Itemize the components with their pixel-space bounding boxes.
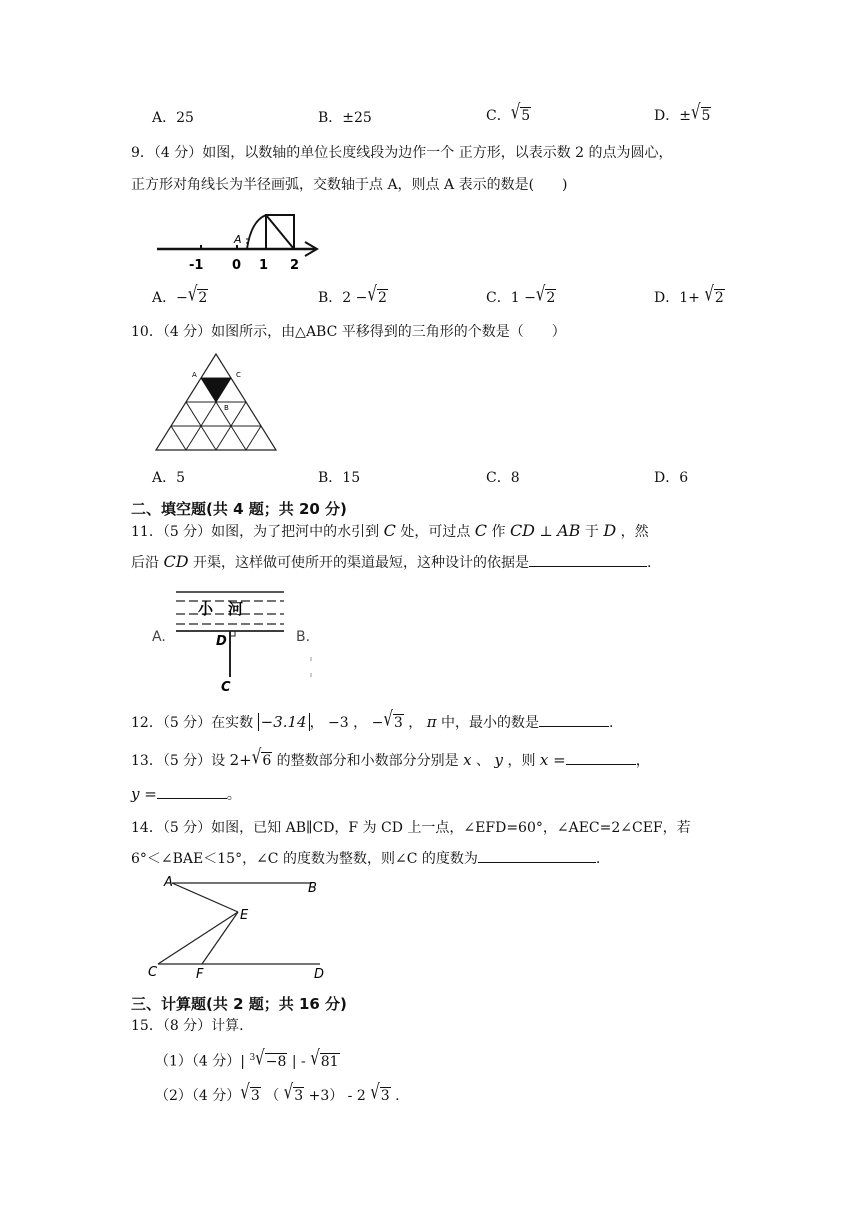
q11-line-1: 11．（5 分）如图，为了把河中的水引到 C 处，可过点 C 作 CD ⊥ AB 于 D ，然: [131, 521, 649, 540]
q13-line-2: y = 。: [131, 785, 241, 803]
q14-line-2: 6°＜∠BAE＜15°，∠C 的度数为整数，则∠C 的度数为 .: [131, 848, 600, 869]
sqrt-symbol: √ 3: [383, 706, 403, 731]
cube-root-symbol: √ −8: [255, 1045, 287, 1070]
section-3-title: 三、计算题(共 2 题；共 16 分): [131, 995, 347, 1013]
q9-option-b: B．2 − √ 2: [318, 281, 387, 306]
answer-blank[interactable]: [478, 848, 596, 863]
sqrt-symbol: √ 2: [535, 281, 556, 306]
q10-option-a: A．5: [152, 470, 186, 486]
parallel-lines-figure: [142, 872, 338, 984]
q10-option-b: B．15: [318, 470, 361, 486]
square-diagonal: [266, 215, 294, 249]
sqrt-symbol: √ 81: [310, 1045, 339, 1070]
sqrt-symbol: √ 5: [690, 99, 711, 124]
tick-label-minus-one: -1: [189, 258, 204, 273]
segment-ef: [202, 912, 238, 964]
sqrt-symbol: √ 2: [367, 281, 387, 306]
river-label: 小 河: [198, 600, 244, 618]
q8-option-c: C． √ 5: [486, 99, 531, 124]
label-c: C: [236, 371, 241, 379]
answer-blank-y[interactable]: [157, 784, 227, 799]
answer-blank[interactable]: [539, 712, 609, 727]
sqrt-symbol: √ 3: [283, 1079, 304, 1104]
tick-label-zero: 0: [232, 258, 242, 273]
answer-blank-x[interactable]: [566, 750, 636, 765]
sqrt-symbol: √ 3: [370, 1079, 390, 1104]
triangle-grid-figure: [154, 352, 284, 456]
label-b: B: [224, 404, 229, 412]
label-d: D: [216, 634, 227, 649]
label-a: A: [164, 875, 173, 890]
q8-option-d: D．± √ 5: [654, 99, 711, 124]
tick-label-one: 1: [259, 258, 269, 273]
q9-option-d: D．1+ √ 2: [654, 281, 724, 306]
q10-option-d: D．6: [654, 470, 689, 486]
river-figure: [150, 585, 318, 695]
q9-line-1: 9．（4 分）如图，以数轴的单位长度线段为边作一个 正方形，以表示数 2 的点为圆心，: [131, 145, 673, 161]
q12-text: 12．（5 分）在实数 −3.14 ， −3 ， − √ 3 ， π 中，最小的数是 .: [131, 706, 614, 731]
q11-line-2: 后沿 CD 开渠，这样做可使所开的渠道最短，这种设计的依据是 .: [131, 552, 652, 571]
label-d: D: [314, 967, 325, 982]
label-b: B.: [296, 629, 311, 645]
q9-option-c: C．1 − √ 2: [486, 281, 556, 306]
q15-part-2: （2）（4 分） √ 3 （ √ 3 +3） - 2 √ 3 .: [155, 1079, 400, 1104]
q15-part-1: （1）（4 分）| $^3$ √ −8 | - √ 81: [155, 1045, 339, 1070]
label-c: C: [221, 680, 231, 695]
sqrt-symbol: √ 6: [251, 744, 272, 769]
q15-text: 15．（8 分）计算.: [131, 1018, 244, 1034]
label-c: C: [148, 965, 158, 980]
label-e: E: [240, 908, 249, 923]
absolute-value: −3.14: [258, 713, 310, 731]
label-a: A: [192, 371, 197, 379]
number-line-figure: [155, 205, 330, 277]
shaded-triangle-abc: [201, 378, 231, 402]
sqrt-symbol: √ 2: [704, 281, 724, 306]
tick-label-two: 2: [290, 258, 300, 273]
q9-option-a: A．− √ 2: [152, 281, 208, 306]
segment-ec: [158, 912, 238, 964]
q10-option-c: C．8: [486, 470, 520, 486]
q10-text: 10．（4 分）如图所示，由△ABC 平移得到的三角形的个数是（ ）: [131, 324, 566, 340]
label-b: B: [308, 881, 317, 896]
answer-blank[interactable]: [529, 552, 647, 567]
arc: [247, 215, 266, 249]
label-f: F: [196, 967, 204, 982]
q14-line-1: 14．（5 分）如图，已知 AB∥CD，F 为 CD 上一点，∠EFD=60°，∠AEC=2∠CEF，若: [131, 820, 691, 836]
label-a: A: [234, 233, 242, 246]
section-2-title: 二、填空题(共 4 题；共 20 分): [131, 500, 347, 518]
sqrt-symbol: √ 2: [187, 281, 208, 306]
sqrt-symbol: √ 5: [510, 99, 531, 124]
q8-option-b: B．±25: [318, 110, 372, 126]
label-a: A.: [152, 629, 166, 645]
segment-ae: [172, 883, 238, 912]
q8-option-a: A．25: [152, 110, 194, 126]
sqrt-symbol: √ 3: [240, 1079, 260, 1104]
q13-line-1: 13．（5 分）设 2+ √ 6 的整数部分和小数部分分别是 x 、 y ，则 x = ，: [131, 744, 650, 769]
q9-line-2: 正方形对角线长为半径画弧，交数轴于点 A，则点 A 表示的数是( ): [131, 177, 568, 193]
